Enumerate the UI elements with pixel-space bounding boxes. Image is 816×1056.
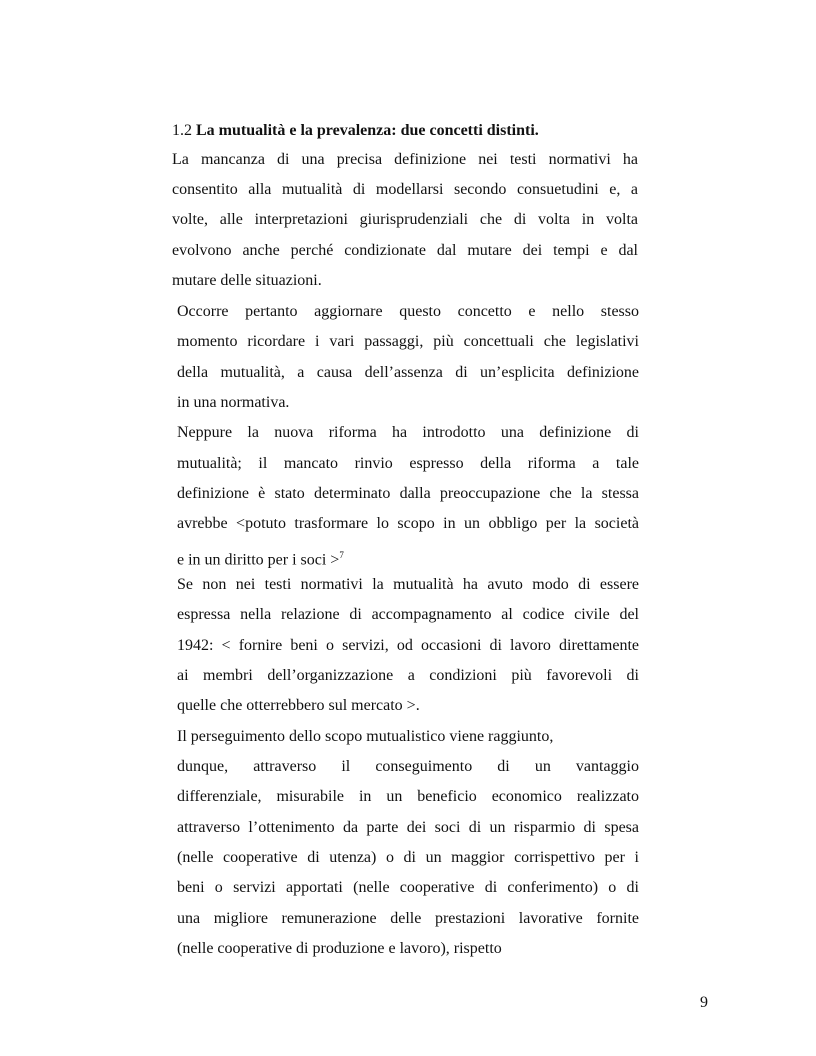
- text-line: quelle che otterrebbero sul mercato >.: [177, 697, 420, 714]
- text-line: momento ricordare i vari passaggi, più concettuali che legislativi: [177, 333, 639, 350]
- text-line: La mancanza di una precisa definizione nei testi normativi ha: [172, 151, 638, 168]
- text-line: della mutualità, a causa dell’assenza di un’esplicita definizione: [177, 364, 639, 381]
- text-line: Occorre pertanto aggiornare questo concetto e nello stesso: [177, 303, 639, 320]
- text-line: Il perseguimento dello scopo mutualistico viene raggiunto,: [177, 728, 554, 745]
- text-line: volte, alle interpretazioni giurisprudenziali che di volta in volta: [172, 211, 638, 228]
- text-line: espressa nella relazione di accompagnamento al codice civile del: [177, 606, 639, 623]
- footnote-marker[interactable]: 7: [339, 550, 344, 560]
- text-line: mutare delle situazioni.: [172, 272, 322, 289]
- text-line: beni o servizi apportati (nelle cooperative di conferimento) o di: [177, 879, 639, 896]
- text-line: ai membri dell’organizzazione a condizioni più favorevoli di: [177, 667, 639, 684]
- section-number: 1.2: [172, 122, 192, 139]
- text-line: Se non nei testi normativi la mutualità ha avuto modo di essere: [177, 576, 639, 593]
- text-line: (nelle cooperative di produzione e lavoro), rispetto: [177, 940, 502, 957]
- text-line: 1942: < fornire beni o servizi, od occasioni di lavoro direttamente: [177, 637, 639, 654]
- text-line: consentito alla mutualità di modellarsi secondo consuetudini e, a: [172, 181, 638, 198]
- text-line: evolvono anche perché condizionate dal mutare dei tempi e dal: [172, 242, 638, 259]
- text-line-with-footnote: [177, 545, 639, 570]
- text-line: una migliore remunerazione delle prestazioni lavorative fornite: [177, 910, 639, 927]
- text-line: mutualità; il mancato rinvio espresso della riforma a tale: [177, 455, 639, 472]
- text-line: avrebbe <potuto trasformare lo scopo in un obbligo per la società: [177, 515, 639, 532]
- text-line: (nelle cooperative di utenza) o di un maggior corrispettivo per i: [177, 849, 639, 866]
- text-line: in una normativa.: [177, 394, 290, 411]
- text-line: differenziale, misurabile in un beneficio economico realizzato: [177, 788, 639, 805]
- section-heading: [172, 119, 642, 143]
- text-line: definizione è stato determinato dalla preoccupazione che la stessa: [177, 485, 639, 502]
- text-span: e in un diritto per i soci >: [177, 551, 340, 569]
- section-title: La mutualità e la prevalenza: due concetti distinti.: [196, 122, 539, 139]
- page-number: 9: [700, 994, 708, 1011]
- text-line: attraverso l’ottenimento da parte dei soci di un risparmio di spesa: [177, 819, 639, 836]
- text-line: Neppure la nuova riforma ha introdotto una definizione di: [177, 424, 639, 441]
- text-line: dunque, attraverso il conseguimento di un vantaggio: [177, 758, 639, 775]
